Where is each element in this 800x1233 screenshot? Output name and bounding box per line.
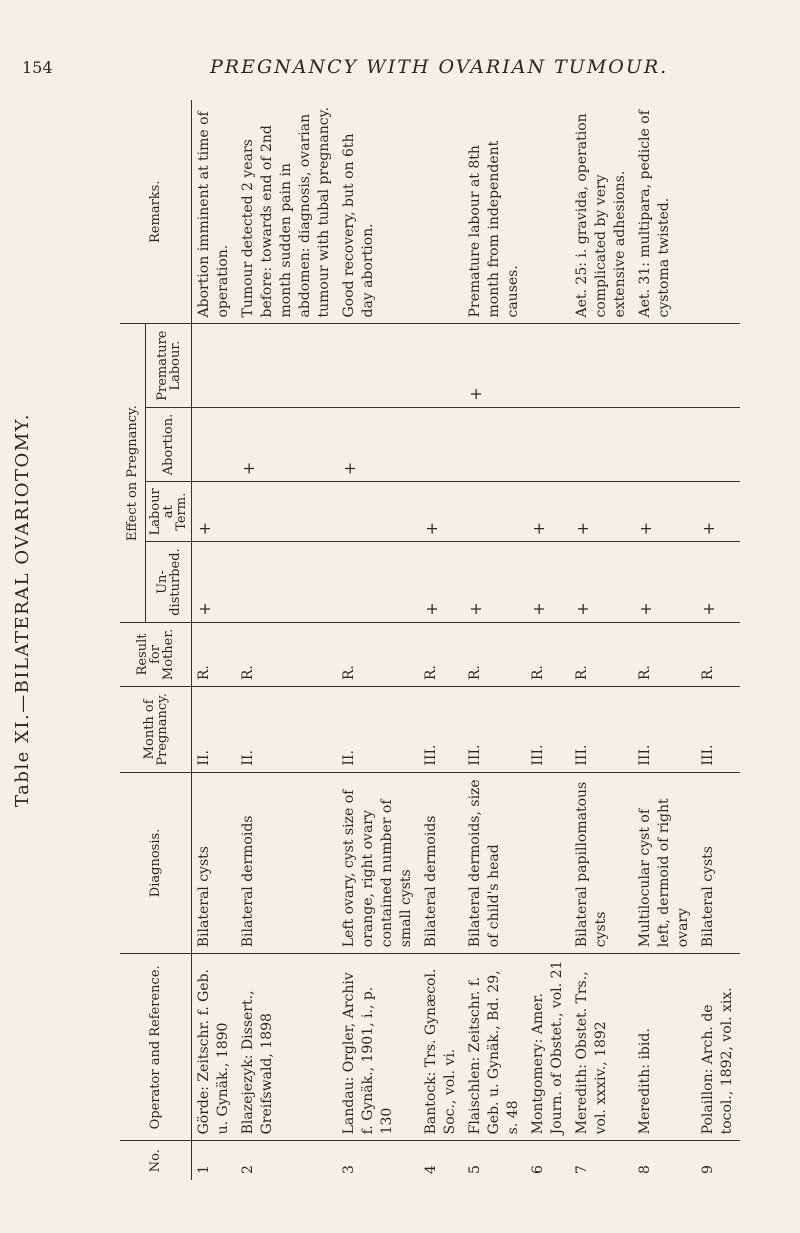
month-of-pregnancy: II.	[337, 687, 419, 773]
effect-premature-labour	[419, 324, 463, 407]
effect-abortion	[696, 407, 740, 481]
row-number: 7	[574, 1165, 590, 1174]
header-remarks: Remarks.	[120, 100, 192, 324]
result-for-mother: R.	[463, 622, 526, 686]
effect-labour-at-term: +	[419, 482, 463, 542]
effect-undisturbed	[337, 542, 419, 622]
effect-labour-at-term: +	[633, 482, 696, 542]
header-abortion: Abortion.	[146, 407, 192, 481]
effect-premature-labour	[236, 324, 337, 407]
result-for-mother: R.	[236, 622, 337, 686]
row-number: 6	[530, 1165, 546, 1174]
effect-undisturbed: +	[633, 542, 696, 622]
remarks: Aet. 25: i. gravida, operation complicated by very extensive adhesions.	[570, 100, 633, 324]
row-number: 8	[637, 1165, 653, 1174]
effect-premature-labour	[633, 324, 696, 407]
remarks: Abortion imminent at time of operation.	[192, 100, 237, 324]
remarks: Aet. 31: multipara, pedicle of cystoma twisted.	[633, 100, 696, 324]
remarks: Good recovery, but on 6th day abortion.	[337, 100, 419, 324]
table-wrapper	[120, 100, 775, 1180]
effect-premature-labour	[192, 324, 237, 407]
effect-undisturbed: +	[570, 542, 633, 622]
effect-premature-labour: +	[463, 324, 526, 407]
rotated-table	[120, 100, 775, 1180]
operator-reference: Görde: Zeitschr. f. Geb. u. Gynäk., 1890	[192, 954, 237, 1141]
result-for-mother: R.	[526, 622, 570, 686]
effect-labour-at-term	[236, 482, 337, 542]
running-head: PREGNANCY WITH OVARIAN TUMOUR.	[210, 56, 669, 78]
row-number: 1	[196, 1165, 212, 1174]
table-body	[192, 100, 741, 1180]
header-no: No.	[120, 1141, 192, 1180]
remarks	[696, 100, 740, 324]
remarks: Premature labour at 8th month from independent causes.	[463, 100, 526, 324]
effect-undisturbed: +	[526, 542, 570, 622]
effect-premature-labour	[696, 324, 740, 407]
header-result: Result for Mother.	[120, 622, 192, 686]
table-row	[419, 100, 463, 1180]
operator-reference: Montgomery: Amer. Journ. of Obstet., vol. 21	[526, 954, 570, 1141]
operator-reference: Bantock: Trs. Gynæcol. Soc., vol. vi.	[419, 954, 463, 1141]
diagnosis: Bilateral dermoids	[236, 772, 337, 954]
header-month: Month of Pregnancy.	[120, 687, 192, 773]
month-of-pregnancy: III.	[419, 687, 463, 773]
effect-labour-at-term	[463, 482, 526, 542]
effect-undisturbed: +	[696, 542, 740, 622]
table-row	[696, 100, 740, 1180]
effect-labour-at-term: +	[570, 482, 633, 542]
row-number: 2	[240, 1165, 256, 1174]
row-number: 3	[341, 1165, 357, 1174]
remarks	[419, 100, 463, 324]
operator-reference: Meredith: Obstet. Trs., vol. xxxiv., 1892	[570, 954, 633, 1141]
diagnosis: Bilateral dermoids	[419, 772, 463, 954]
effect-abortion	[419, 407, 463, 481]
month-of-pregnancy: III.	[570, 687, 633, 773]
remarks: Tumour detected 2 years before: towards end of 2nd month sudden pain in abdomen: diagnosis, ovarian tumour with tubal pregnancy.	[236, 100, 337, 324]
operator-reference: Meredith: ibid.	[633, 954, 696, 1141]
operator-reference: Blazejezyk: Dissert., Greifswald, 1898	[236, 954, 337, 1141]
header-diagnosis: Diagnosis.	[120, 772, 192, 954]
effect-undisturbed: +	[192, 542, 237, 622]
diagnosis: Bilateral cysts	[192, 772, 237, 954]
effect-abortion: +	[236, 407, 337, 481]
row-number: 5	[467, 1165, 483, 1174]
diagnosis: Bilateral cysts	[696, 772, 740, 954]
result-for-mother: R.	[696, 622, 740, 686]
month-of-pregnancy: II.	[192, 687, 237, 773]
effect-premature-labour	[337, 324, 419, 407]
page-number: 154	[22, 58, 53, 77]
effect-premature-labour	[526, 324, 570, 407]
header-undisturbed: Un-disturbed.	[146, 542, 192, 622]
cases-table	[120, 100, 740, 1180]
month-of-pregnancy: III.	[633, 687, 696, 773]
result-for-mother: R.	[337, 622, 419, 686]
table-row	[236, 100, 337, 1180]
effect-abortion: +	[337, 407, 419, 481]
table-row	[337, 100, 419, 1180]
row-number: 9	[700, 1165, 716, 1174]
effect-undisturbed: +	[419, 542, 463, 622]
effect-abortion	[570, 407, 633, 481]
result-for-mother: R.	[570, 622, 633, 686]
table-row	[570, 100, 633, 1180]
table-title: Table XI.—BILATERAL OVARIOTOMY.	[12, 413, 33, 807]
diagnosis	[526, 772, 570, 954]
table-row	[633, 100, 696, 1180]
operator-reference: Flaischlen: Zeitschr. f. Geb. u. Gynäk., Bd. 29, s. 48	[463, 954, 526, 1141]
header-premature-labour: Premature Labour.	[146, 324, 192, 407]
effect-labour-at-term: +	[526, 482, 570, 542]
result-for-mother: R.	[633, 622, 696, 686]
diagnosis: Left ovary, cyst size of orange, right ovary contained number of small cysts	[337, 772, 419, 954]
effect-abortion	[633, 407, 696, 481]
effect-labour-at-term: +	[192, 482, 237, 542]
diagnosis: Bilateral papillomatous cysts	[570, 772, 633, 954]
table-row	[526, 100, 570, 1180]
effect-labour-at-term: +	[696, 482, 740, 542]
effect-abortion	[526, 407, 570, 481]
effect-premature-labour	[570, 324, 633, 407]
header-operator: Operator and Reference.	[120, 954, 192, 1141]
month-of-pregnancy: III.	[463, 687, 526, 773]
effect-abortion	[192, 407, 237, 481]
remarks	[526, 100, 570, 324]
diagnosis: Multilocular cyst of left, dermoid of right ovary	[633, 772, 696, 954]
month-of-pregnancy: III.	[526, 687, 570, 773]
header-effect: Effect on Pregnancy.	[120, 324, 146, 622]
row-number: 4	[423, 1165, 439, 1174]
effect-labour-at-term	[337, 482, 419, 542]
effect-undisturbed	[236, 542, 337, 622]
month-of-pregnancy: III.	[696, 687, 740, 773]
month-of-pregnancy: II.	[236, 687, 337, 773]
operator-reference: Landau: Orgler, Archiv f. Gynäk., 1901, i., p. 130	[337, 954, 419, 1141]
effect-abortion	[463, 407, 526, 481]
operator-reference: Polaillon: Arch. de tocol., 1892, vol. xix.	[696, 954, 740, 1141]
header-labour-at-term: Labour at Term.	[146, 482, 192, 542]
diagnosis: Bilateral dermoids, size of child's head	[463, 772, 526, 954]
effect-undisturbed: +	[463, 542, 526, 622]
table-row	[192, 100, 237, 1180]
result-for-mother: R.	[192, 622, 237, 686]
table-row	[463, 100, 526, 1180]
result-for-mother: R.	[419, 622, 463, 686]
